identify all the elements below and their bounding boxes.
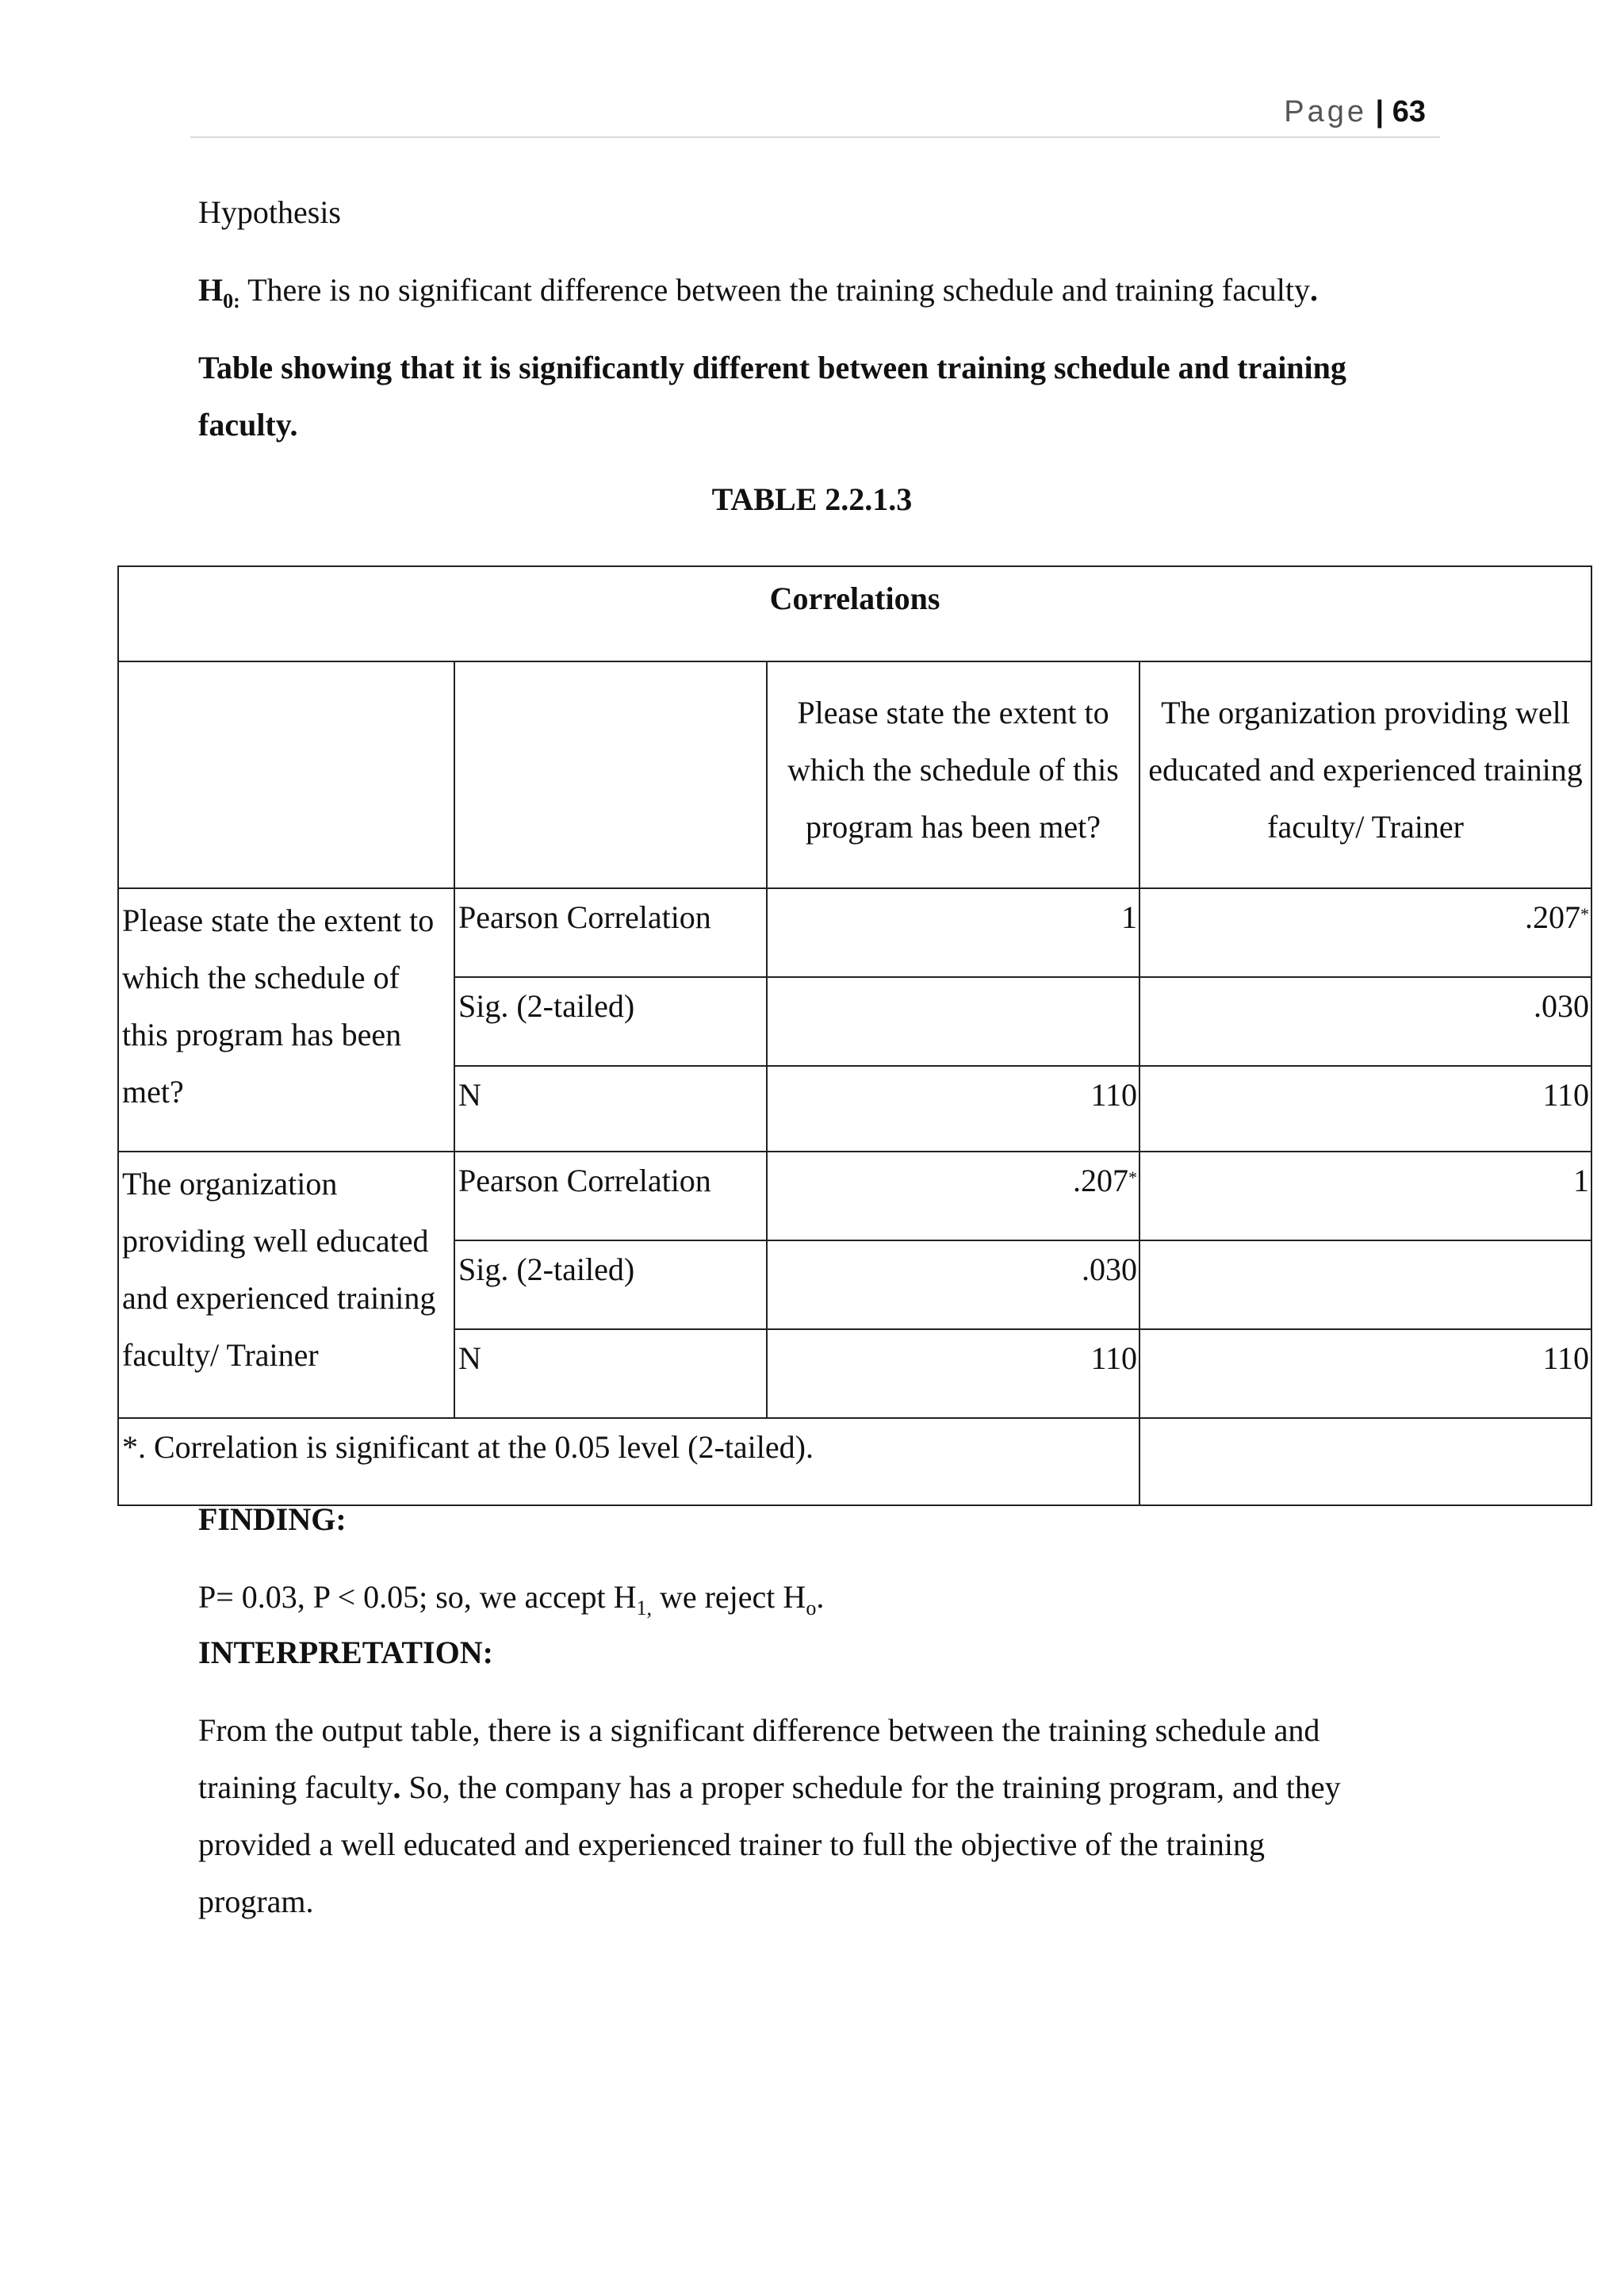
significance-star: * (1128, 1167, 1137, 1187)
stat-label: Pearson Correlation (454, 1152, 767, 1240)
h0-end: . (1309, 272, 1318, 308)
page-word: Page (1284, 95, 1367, 128)
cell-value: 110 (767, 1066, 1139, 1152)
interpretation-line-1: From the output table, there is a significant difference between the training schedule and (198, 1712, 1320, 1748)
table-title: Correlations (118, 566, 1591, 661)
finding-end: . (816, 1579, 825, 1615)
page-number (1284, 95, 1426, 129)
finding-sub-2: o (806, 1596, 817, 1619)
header-blank-2 (454, 661, 767, 888)
cell-value-text: .207 (1073, 1163, 1128, 1198)
null-hypothesis (198, 262, 1435, 330)
table-row (118, 888, 1591, 977)
header-blank-1 (118, 661, 454, 888)
finding-heading: FINDING: (198, 1501, 347, 1537)
table-footnote: *. Correlation is significant at the 0.05 level (2-tailed). (118, 1418, 1139, 1505)
correlations-table (117, 565, 1592, 1506)
col-header-schedule: Please state the extent to which the schedule of this program has been met? (767, 661, 1139, 888)
stat-label: Sig. (2-tailed) (454, 977, 767, 1066)
interpretation-line-4: program. (198, 1884, 314, 1919)
header-rule (190, 136, 1440, 138)
interpretation-line-2 (198, 1759, 1435, 1816)
cell-value: 110 (1139, 1329, 1591, 1418)
finding-part-2: we reject H (651, 1579, 806, 1615)
cell-value: 110 (767, 1329, 1139, 1418)
interpretation-line-2a: training faculty (198, 1769, 393, 1805)
stat-label: Pearson Correlation (454, 888, 767, 977)
finding-part-1: P= 0.03, P < 0.05; so, we accept H (198, 1579, 637, 1615)
cell-value: 1 (767, 888, 1139, 977)
page-number-value: 63 (1392, 95, 1426, 128)
finding-sub-1: 1, (636, 1596, 652, 1619)
h0-label: H (198, 272, 224, 308)
cell-value: 110 (1139, 1066, 1591, 1152)
interpretation-dot: . (393, 1769, 401, 1805)
cell-value (767, 977, 1139, 1066)
cell-value: .030 (1139, 977, 1591, 1066)
cell-value (767, 1152, 1139, 1240)
row-label-faculty: The organization providing well educated and experienced training faculty/ Trainer (118, 1152, 454, 1418)
stat-label: N (454, 1329, 767, 1418)
table-number: TABLE 2.2.1.3 (711, 481, 913, 517)
table-intro-line-1: Table showing that it is significantly different between training schedule and training (198, 350, 1346, 385)
cell-value: 1 (1139, 1152, 1591, 1240)
interpretation-heading: INTERPRETATION: (198, 1635, 493, 1670)
h0-text: There is no significant difference between the training schedule and training faculty (239, 272, 1310, 308)
cell-value (1139, 1240, 1591, 1329)
significance-star: * (1580, 904, 1590, 924)
table-row (118, 1152, 1591, 1240)
cell-value: .030 (767, 1240, 1139, 1329)
h0-subscript: 0: (223, 289, 240, 312)
table-intro-line-2: faculty. (198, 407, 298, 443)
interpretation-line-3: provided a well educated and experienced trainer to full the objective of the training (198, 1826, 1265, 1862)
stat-label: N (454, 1066, 767, 1152)
cell-value-text: .207 (1525, 899, 1581, 935)
cell-value (1139, 888, 1591, 977)
hypothesis-label: Hypothesis (198, 194, 341, 230)
stat-label: Sig. (2-tailed) (454, 1240, 767, 1329)
interpretation-line-2b: So, the company has a proper schedule for the training program, and they (400, 1769, 1341, 1805)
row-label-schedule: Please state the extent to which the schedule of this program has been met? (118, 888, 454, 1152)
col-header-faculty: The organization providing well educated and experienced training faculty/ Trainer (1139, 661, 1591, 888)
page-separator: | (1366, 95, 1392, 128)
